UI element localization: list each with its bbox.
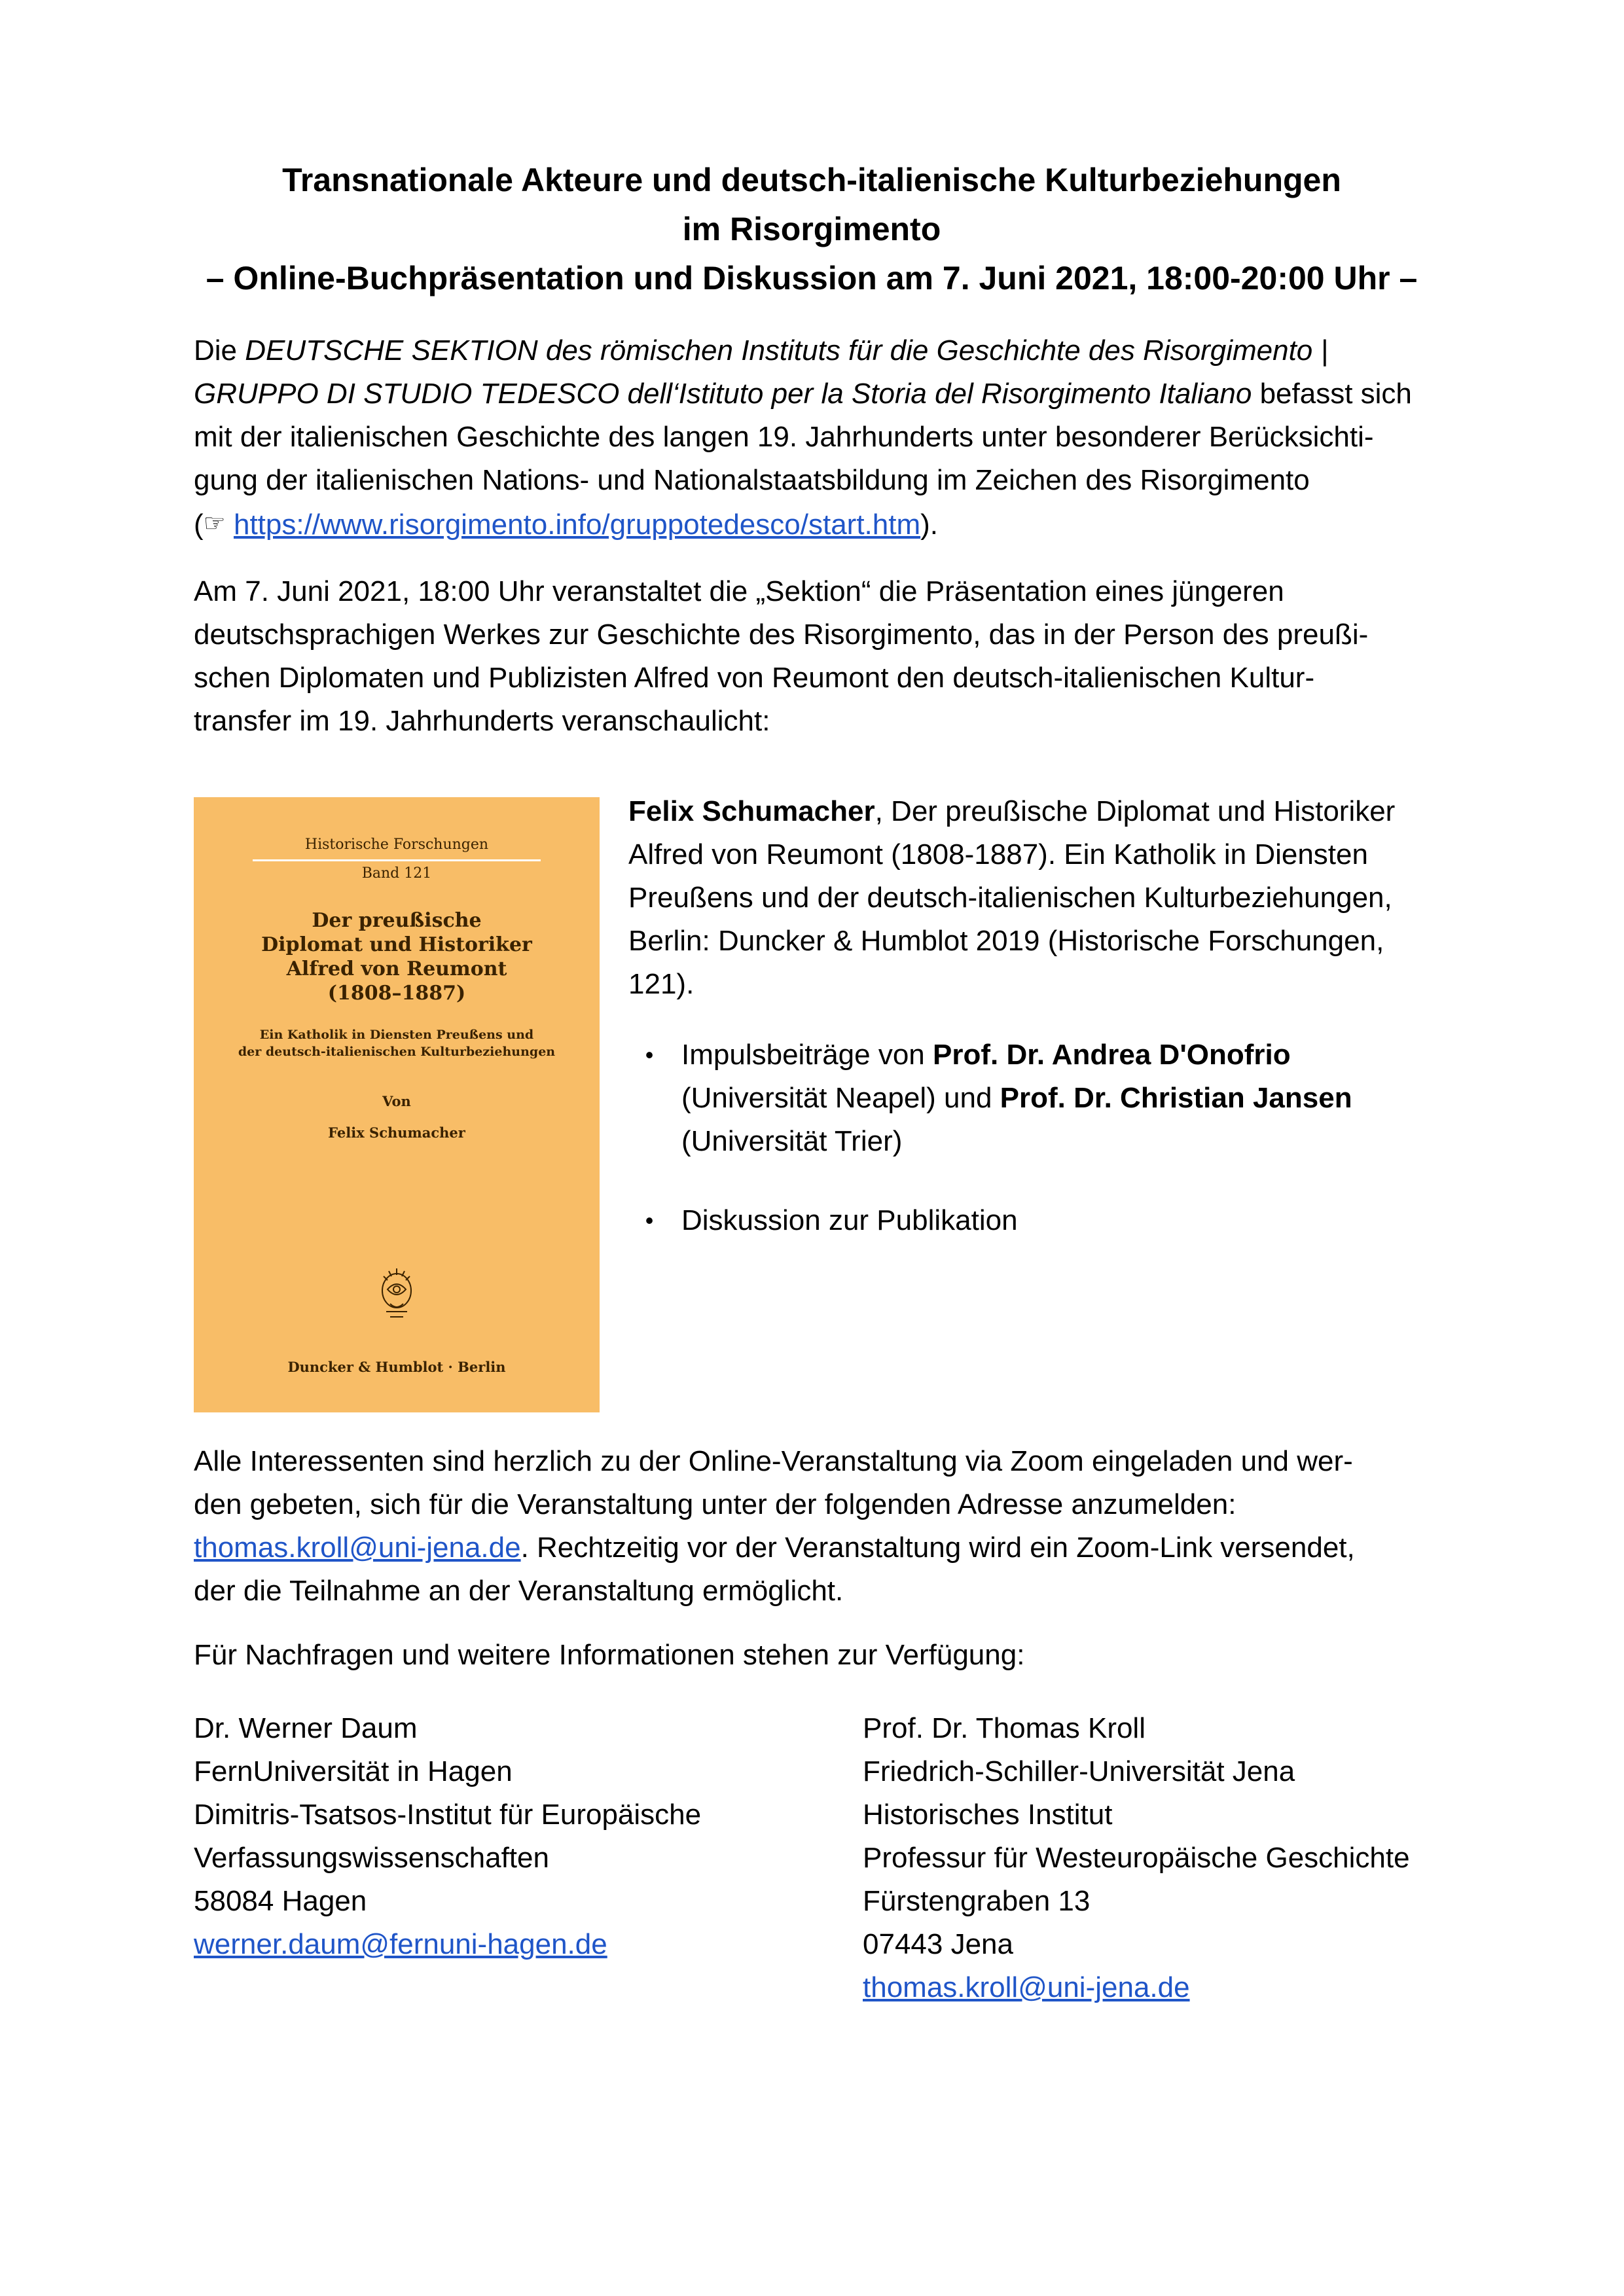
document-page: Transnationale Akteure und deutsch-italienische Kulturbeziehungen im Risorgimento – Online-Buchpräsentation und Diskussion am 7. Juni 2021, 18:00-20:00 Uhr – Die DEUTSCHE SEKTION des römischen Instituts für die Geschichte des Risorgimento | GRUPPO DI STUDIO TEDESCO dell‘Istituto per la Storia del Risorgimento Italiano befasst sich mit der italienischen Geschichte des langen 19. Jahrhunderts unter besonderer Berücksichti- gung der italienischen Nations- und Nationalstaatsbildung im Zeichen des Risorgimento (☞ https://www.risorgimento.info/gruppotedesco/start.htm). Am 7. Juni 2021, 18:00 Uhr veranstaltet die „Sektion“ die Präsentation eines jüngeren deutschsprachigen Werkes zur Geschichte des Risorgimento, das in der Person des preußi- schen Diplomaten und Publizisten Alfred von Reumont den deutsch-italienischen Kultur- transfer im 19. Jahrhunderts veranschaulicht: Historische Forschungen Band 121 Der preußische Diplomat und Historiker Alfred von Reumont (1808–1887) Ein Katholik in Diensten Preußens und der deutsch-italienischen Kulturbeziehungen Von Felix Schumacher Duncker & Humblot · Berlin Felix Schumacher, Der preußische Diplomat und Historiker Alfred von Reumont (1808-1887). Ein Katholik in Diensten Preußens und der deutsch-italienischen Kulturbeziehungen, Berlin: Duncker & Humblot 2019 (Historische Forschungen, 121). • Impulsbeiträge von Prof. Dr. Andrea D'Onofrio (Universität Neapel) und Prof. Dr. Christian Jansen (Universität Trier) • Diskussion zur Publikation Alle Interessenten sind herzlich zu der Online-Veranstaltung via Zoom eingeladen und wer- den gebeten, sich für die Veranstaltung unter der folgenden Adresse anzumelden: thomas.kroll@uni-jena.de. Rechtzeitig vor der Veranstaltung wird ein Zoom-Link versendet, der die Teilnahme an der Veranstaltung ermöglicht. Für Nachfragen und weitere Informationen stehen zur Verfügung: Dr. Werner Daum FernUniversität in Hagen Dimitris-Tsatsos-Institut für Europäische Verfassungswissenschaften 58084 Hagen werner.daum@fernuni-hagen.de Prof. Dr. Thomas Kroll Friedrich-Schiller-Universität Jena Historisches Institut Professur für Westeuropäische Geschichte Fürstengraben 13 07443 Jena thomas.kroll@uni-jena.de xyxy=(0,0,1624,2296)
cover-series: Historische Forschungen xyxy=(304,836,489,853)
announcement-paragraph: Am 7. Juni 2021, 18:00 Uhr veranstaltet die „Sektion“ die Präsentation eines jüngeren deutschsprachigen Werkes zur Geschichte des Risorgimento, das in der Person des preußi- schen Diplomaten und Publizisten Alfred von Reumont den deutsch-italienischen Kultur- transfer im 19. Jahrhunderts veranschaulicht: xyxy=(194,575,1369,737)
bullet-icon: • xyxy=(645,1041,654,1068)
gruppo-name: GRUPPO DI STUDIO TEDESCO dell‘Istituto per la Storia del Risorgimento Italiano xyxy=(194,378,1252,410)
cover-subtitle: Ein Katholik in Diensten Preußens und der deutsch-italienischen Kulturbeziehungen xyxy=(238,1028,556,1059)
cover-band: Band 121 xyxy=(361,865,432,882)
book-cover-image xyxy=(194,797,600,1412)
contact-right: Prof. Dr. Thomas Kroll Friedrich-Schiller-Universität Jena Historisches Institut Professur für Westeuropäische Geschichte Fürstengraben 13 07443 Jena thomas.kroll@uni-jena.de xyxy=(863,1712,1410,2003)
inquiries-text: Für Nachfragen und weitere Informationen stehen zur Verfügung: xyxy=(194,1639,1025,1671)
registration-paragraph: Alle Interessenten sind herzlich zu der Online-Veranstaltung via Zoom eingeladen und wer- den gebeten, sich für die Veranstaltung unter der folgenden Adresse anzumelden: thomas.kroll@uni-jena.de. Rechtzeitig vor der Veranstaltung wird ein Zoom-Link versendet, der die Teilnahme an der Veranstaltung ermöglicht. xyxy=(194,1445,1355,1607)
title-line-1: Transnationale Akteure und deutsch-italienische Kulturbeziehungen xyxy=(282,162,1341,198)
cover-divider xyxy=(253,859,541,861)
risorgimento-website-link[interactable]: https://www.risorgimento.info/gruppotedesco/start.htm xyxy=(233,509,921,541)
cover-publisher: Duncker & Humblot · Berlin xyxy=(287,1359,506,1375)
registration-email-link[interactable]: thomas.kroll@uni-jena.de xyxy=(194,1532,521,1564)
speaker-1: Prof. Dr. Andrea D'Onofrio xyxy=(933,1039,1291,1071)
page-title xyxy=(164,156,1460,303)
contact-left: Dr. Werner Daum FernUniversität in Hagen Dimitris-Tsatsos-Institut für Europäische Verfassungswissenschaften 58084 Hagen werner.daum@fernuni-hagen.de xyxy=(194,1712,702,1960)
speaker-2: Prof. Dr. Christian Jansen xyxy=(1000,1082,1352,1114)
cover-von: Von xyxy=(382,1093,411,1109)
title-line-3: – Online-Buchpräsentation und Diskussion am 7. Juni 2021, 18:00-20:00 Uhr – xyxy=(206,260,1418,296)
section-name: DEUTSCHE SEKTION des römischen Instituts für die Geschichte des Risorgimento | xyxy=(245,334,1328,367)
publisher-emblem-icon xyxy=(370,1263,423,1322)
pointing-hand-icon: ☞ xyxy=(203,510,226,537)
book-author: Felix Schumacher xyxy=(628,795,875,827)
cover-author: Felix Schumacher xyxy=(328,1124,465,1141)
title-line-2: im Risorgimento xyxy=(682,211,941,247)
kroll-email-link[interactable]: thomas.kroll@uni-jena.de xyxy=(863,1971,1190,2003)
cover-title: Der preußische Diplomat und Historiker Alfred von Reumont (1808–1887) xyxy=(261,909,532,1005)
daum-email-link[interactable]: werner.daum@fernuni-hagen.de xyxy=(194,1928,607,1960)
intro-paragraph: Die DEUTSCHE SEKTION des römischen Instituts für die Geschichte des Risorgimento | GRUPPO DI STUDIO TEDESCO dell‘Istituto per la Storia del Risorgimento Italiano befasst sich mit der italienischen Geschichte des langen 19. Jahrhunderts unter besonderer Berücksichti- gung der italienischen Nations- und Nationalstaatsbildung im Zeichen des Risorgimento (☞ https://www.risorgimento.info/gruppotedesco/start.htm). xyxy=(194,334,1412,541)
bullet-icon: • xyxy=(645,1207,654,1234)
book-description: Felix Schumacher, Der preußische Diplomat und Historiker Alfred von Reumont (1808-1887). Ein Katholik in Diensten Preußens und der deutsch-italienischen Kulturbeziehungen, Berlin: Duncker & Humblot 2019 (Historische Forschungen, 121). xyxy=(628,795,1396,1000)
